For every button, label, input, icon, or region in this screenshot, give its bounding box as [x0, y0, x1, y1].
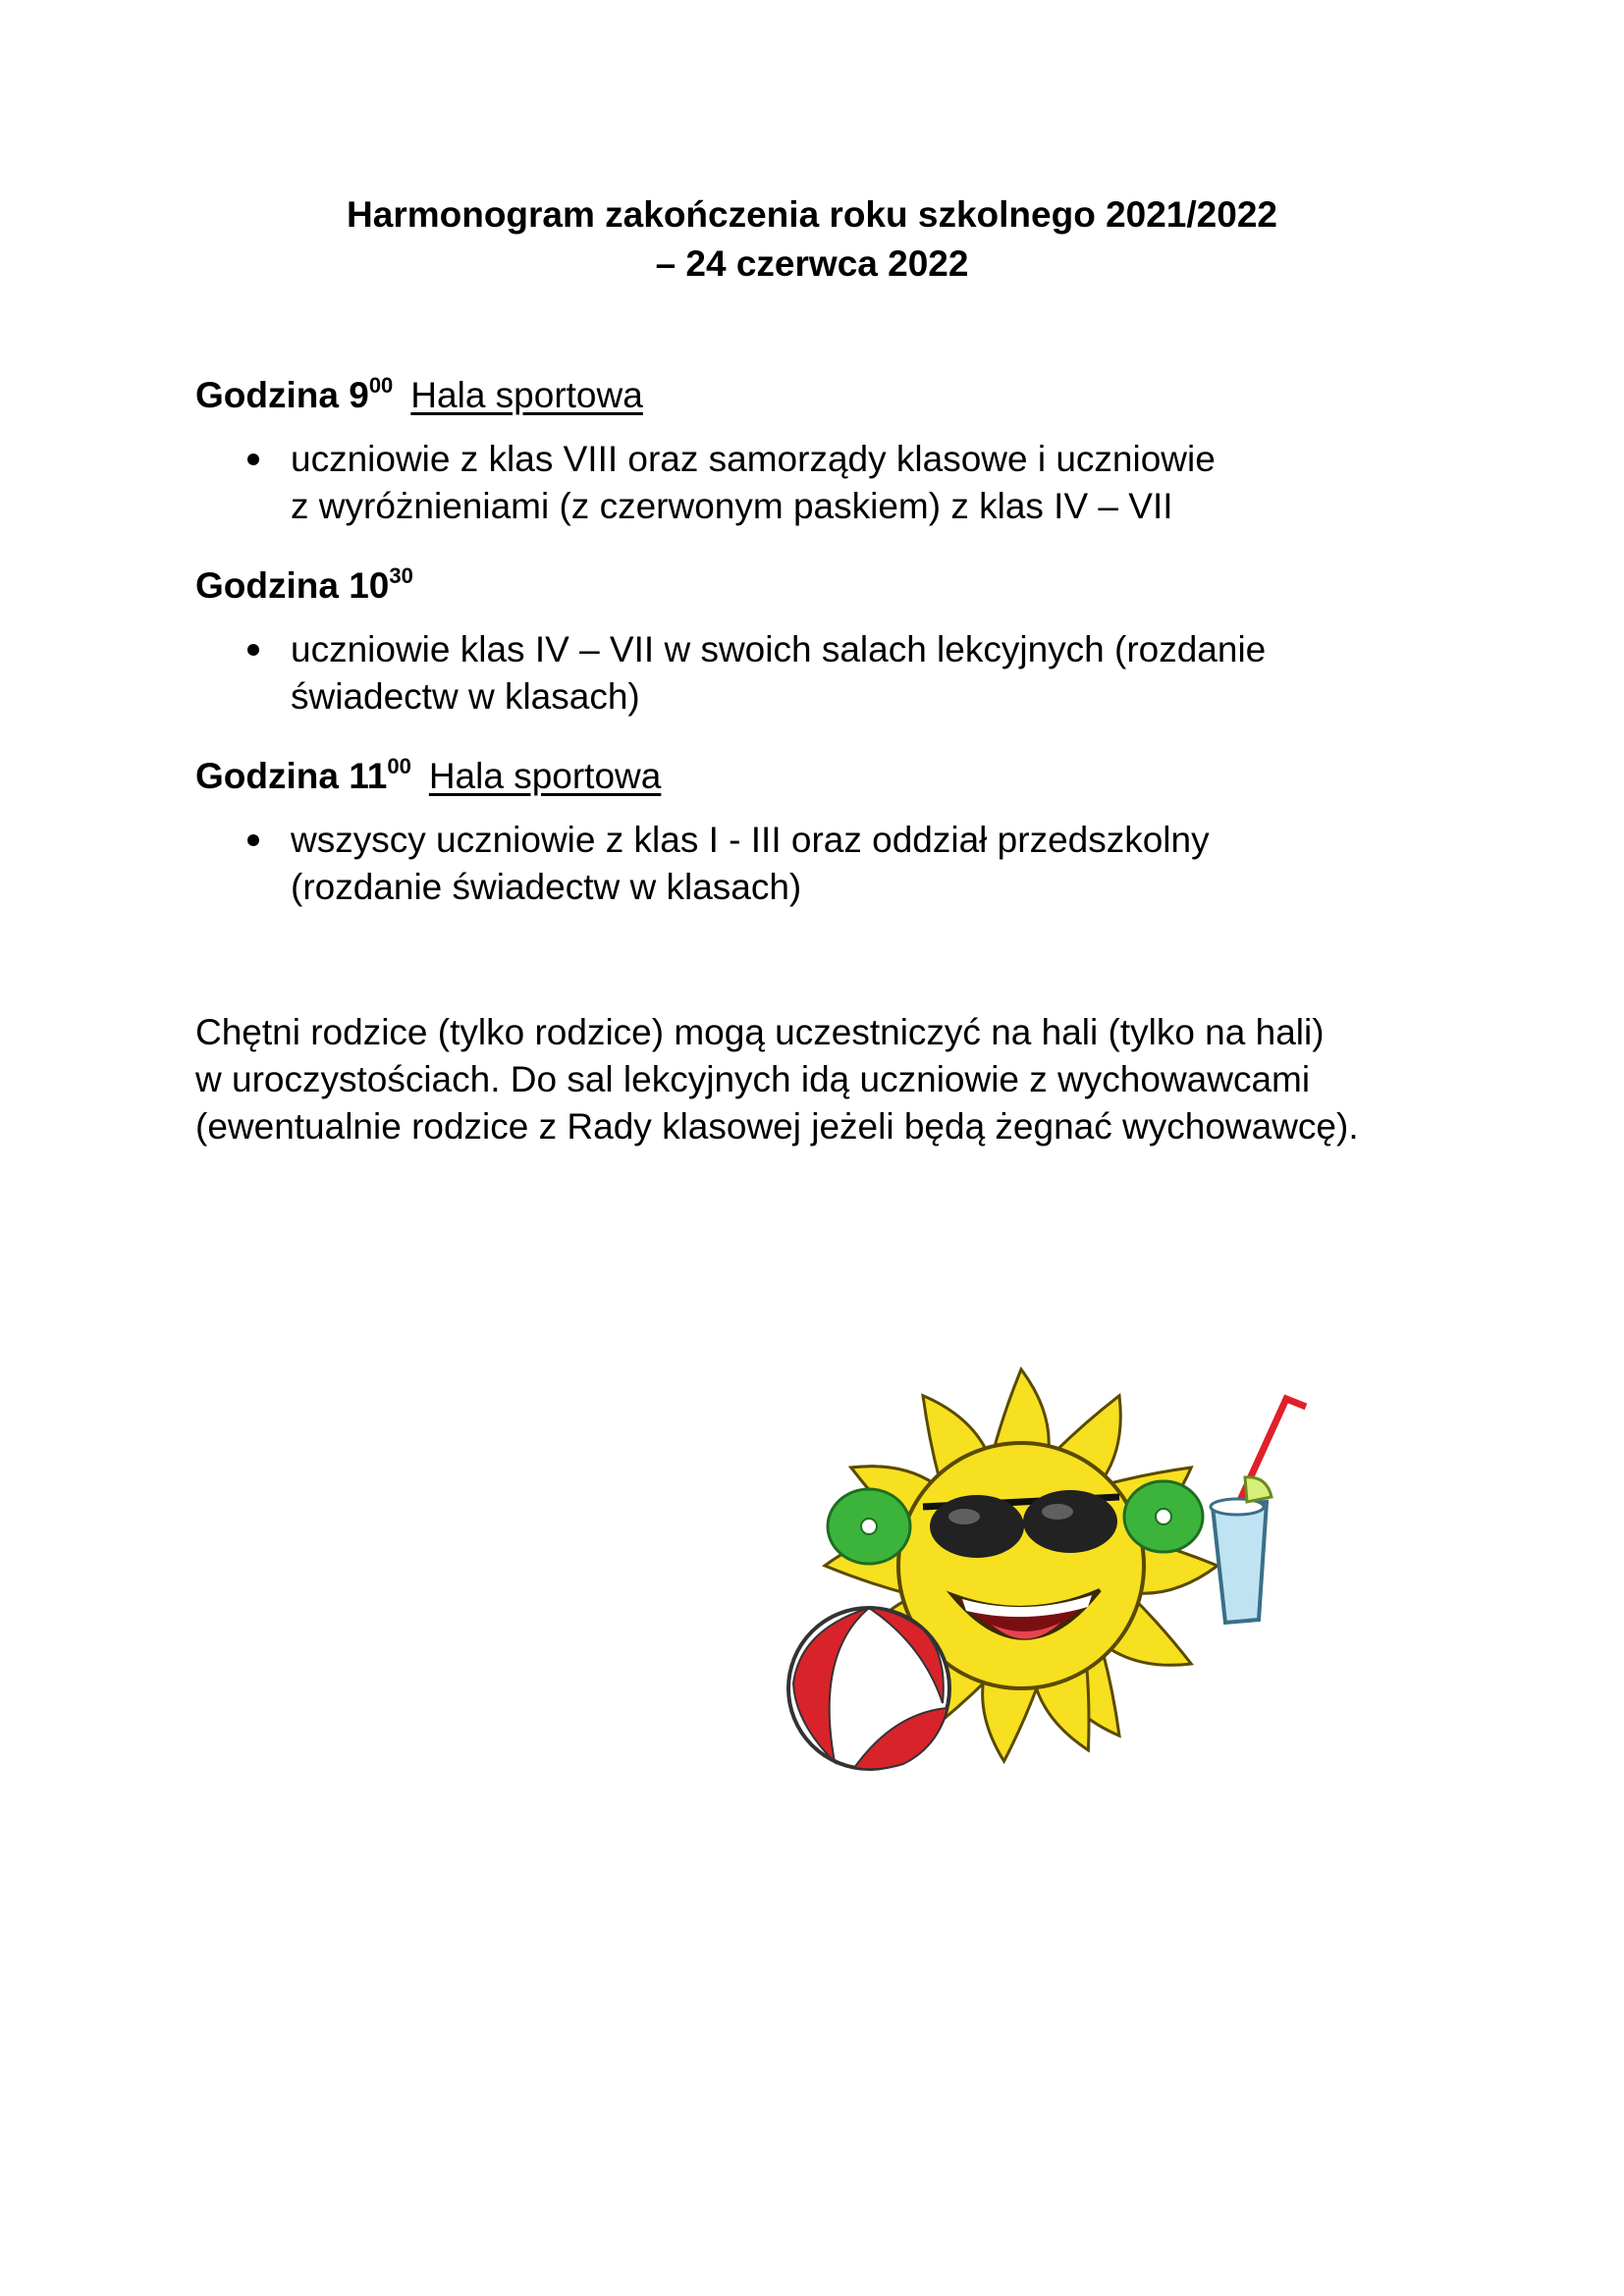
- note-line: Chętni rodzice (tylko rodzice) mogą uczestniczyć na hali (tylko na hali): [195, 1012, 1325, 1052]
- sun-ray: [994, 1369, 1049, 1450]
- left-armband-icon: [828, 1489, 910, 1564]
- list-item: [195, 436, 1472, 530]
- sun-ray: [983, 1679, 1039, 1761]
- title-line-1: Harmonogram zakończenia roku szkolnego 2021/2022: [347, 194, 1277, 235]
- hour-minutes: 00: [387, 753, 411, 778]
- note-line: w uroczystościach. Do sal lekcyjnych idą uczniowie z wychowawcami: [195, 1059, 1311, 1099]
- hour-label: Godzina 9: [195, 375, 369, 415]
- drink-glass-icon: [1211, 1399, 1306, 1623]
- sun-with-sunglasses-beach-ball-drink-icon: [776, 1360, 1326, 1782]
- schedule-section-1: [195, 373, 1472, 530]
- hour-place: Hala sportowa: [428, 756, 662, 796]
- schedule-hour-heading: [195, 563, 1472, 609]
- schedule-section-2: [195, 563, 1472, 721]
- schedule-bullet-list: [195, 626, 1472, 721]
- bullet-icon: [247, 834, 259, 846]
- list-item: [195, 817, 1472, 911]
- hour-label: Godzina 10: [195, 565, 390, 606]
- bullet-icon: [247, 454, 259, 465]
- list-item-line: uczniowie klas IV – VII w swoich salach lekcyjnych (rozdanie: [291, 629, 1267, 669]
- list-item-line: wszyscy uczniowie z klas I - III oraz oddział przedszkolny: [291, 820, 1210, 860]
- hour-minutes: 30: [389, 562, 413, 588]
- hour-label: Godzina 11: [195, 756, 388, 796]
- schedule-bullet-list: [195, 817, 1472, 911]
- schedule-hour-heading: [195, 373, 1472, 418]
- document-title: [0, 190, 1624, 289]
- hour-place: Hala sportowa: [410, 375, 643, 415]
- schedule-hour-heading: [195, 754, 1472, 799]
- beach-ball-icon: [788, 1608, 949, 1769]
- list-item-line: uczniowie z klas VIII oraz samorządy klasowe i uczniowie: [291, 439, 1216, 479]
- parents-note: [195, 1009, 1472, 1150]
- schedule-section-3: [195, 754, 1472, 911]
- bullet-icon: [247, 644, 259, 656]
- list-item-line: świadectw w klasach): [291, 676, 640, 717]
- list-item-line: z wyróżnieniami (z czerwonym paskiem) z klas IV – VII: [291, 486, 1173, 526]
- list-item: [195, 626, 1472, 721]
- title-line-2: – 24 czerwca 2022: [655, 243, 969, 284]
- schedule-bullet-list: [195, 436, 1472, 530]
- hour-minutes: 00: [368, 372, 394, 398]
- note-line: (ewentualnie rodzice z Rady klasowej jeżeli będą żegnać wychowawcę).: [195, 1106, 1359, 1147]
- right-armband-icon: [1124, 1481, 1203, 1552]
- list-item-line: (rozdanie świadectw w klasach): [291, 867, 802, 907]
